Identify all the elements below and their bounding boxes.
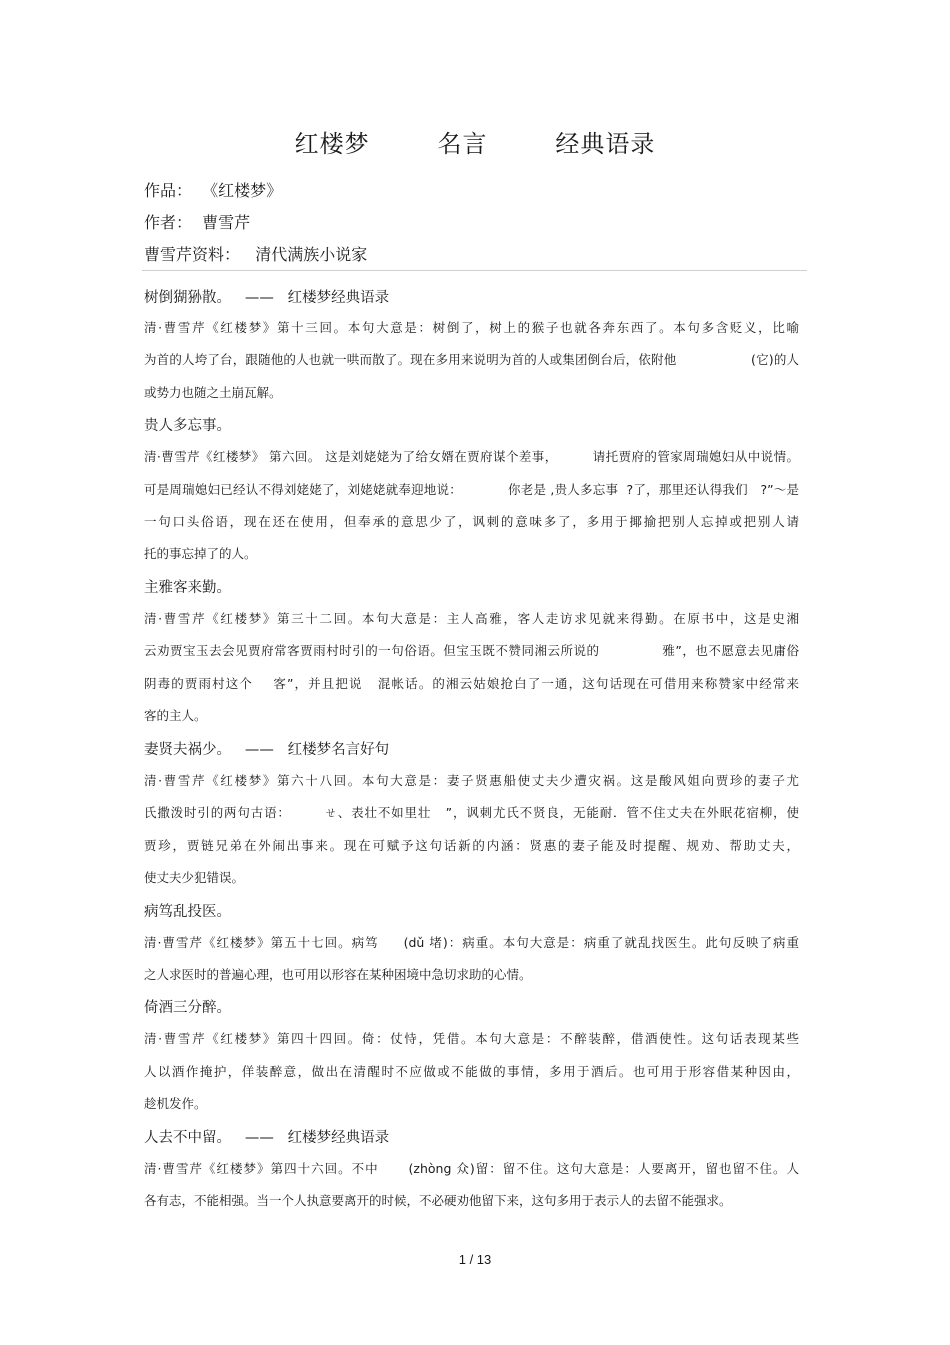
- body-line: 各有志，不能相强。当一个人执意要离开的时候，不必硬劝他留下来，这句多用于表示人的去留不能强求。: [144, 1193, 732, 1208]
- body-line: 清·曹雪芹《红楼梦》第五十七回。病笃 (dǔ 堵)：病重。本句大意是：病重了就乱找医生。此句反映了病重: [144, 935, 799, 950]
- page-title: 红楼梦 名言 经典语录: [294, 130, 656, 158]
- body-line: 或势力也随之土崩瓦解。: [144, 385, 282, 400]
- quote-heading: 病笃乱投医。: [144, 904, 231, 920]
- body-line: 为首的人垮了台，跟随他的人也就一哄而散了。现在多用来说明为首的人或集团倒台后，依附他 (它)的人: [144, 352, 799, 367]
- body-line: 使丈夫少犯错误。: [144, 870, 245, 885]
- quote-heading: 贵人多忘事。: [144, 418, 231, 434]
- quote-heading: 倚酒三分醉。: [144, 1000, 231, 1016]
- body-line: 一句口头俗语，现在还在使用，但奉承的意思少了，讽刺的意味多了，多用于揶揄把别人忘掉或把别人请: [144, 514, 799, 529]
- body-line: 清·曹雪芹《红楼梦》第四十四回。倚：仗恃，凭借。本句大意是：不醉装醉，借酒使性。这句话表现某些: [144, 1031, 799, 1046]
- body-line: 托的事忘掉了的人。: [144, 546, 257, 561]
- quote-heading: 人去不中留。 —— 红楼梦经典语录: [144, 1130, 390, 1146]
- body-line: 之人求医时的普遍心理，也可用以形容在某种困境中急切求助的心情。: [144, 967, 532, 982]
- body-line: 趁机发作。: [144, 1096, 207, 1111]
- body-line: 清·曹雪芹《红楼梦》第十三回。本句大意是：树倒了，树上的猴子也就各奔东西了。本句多含贬义，比喻: [144, 320, 799, 335]
- author-bio-line: 曹雪芹资料： 清代满族小说家: [144, 245, 368, 264]
- body-line: 清·曹雪芹《红楼梦》 第六回。 这是刘姥姥为了给女婿在贾府谋个差事， 请托贾府的管家周瑞媳妇从中说情。: [144, 449, 799, 464]
- body-line: 氏撒泼时引的两句古语： ㄝ、表壮不如里壮 ”，讽刺尤氏不贤良，无能耐．管不住丈夫在外眠花宿柳，使: [144, 805, 799, 820]
- body-line: 贾珍，贾链兄弟在外闹出事来。现在可赋予这句话新的内涵：贤惠的妻子能及时提醒、规劝、帮助丈夫，: [144, 838, 799, 853]
- divider: [142, 270, 807, 271]
- body-line: 清·曹雪芹《红楼梦》第三十二回。本句大意是：主人高雅，客人走访求见就来得勤。在原书中，这是史湘: [144, 611, 799, 626]
- work-line: 作品： 《红楼梦》: [144, 181, 283, 200]
- body-line: 清·曹雪芹《红楼梦》第六十八回。本句大意是：妻子贤惠船使丈夫少遭灾祸。这是酸风姐向贾珍的妻子尤: [144, 773, 799, 788]
- body-line: 清·曹雪芹《红楼梦》第四十六回。不中 (zhòng 众)留：留不住。这句大意是：人要离开，留也留不住。人: [144, 1161, 799, 1176]
- body-line: 云劝贾宝玉去会见贾府常客贾雨村时引的一句俗语。但宝玉既不赞同湘云所说的 雅”，也不愿意去见庸俗: [144, 643, 799, 658]
- body-line: 可是周瑞媳妇已经认不得刘姥姥了，刘姥姥就奉迎地说： 你老是 ,贵人多忘事 ?了，那里还认得我们 ?”～是: [144, 482, 799, 497]
- author-line: 作者： 曹雪芹: [144, 213, 251, 232]
- quote-heading: 树倒猢狲散。 —— 红楼梦经典语录: [144, 290, 390, 306]
- quote-heading: 主雅客来勤。: [144, 580, 231, 596]
- quote-heading: 妻贤夫祸少。 —— 红楼梦名言好句: [144, 742, 390, 758]
- body-line: 人以酒作掩护，佯装醉意，做出在清醒时不应做或不能做的事情，多用于酒后。也可用于形容借某种因由，: [144, 1064, 799, 1079]
- body-line: 客的主人。: [144, 708, 207, 723]
- page-number: 1 / 13: [458, 1252, 492, 1267]
- body-line: 阴毒的贾雨村这个 客”，并且把说 混帐话。的湘云姑娘抢白了一通，这句话现在可借用来称赞家中经常来: [144, 676, 799, 691]
